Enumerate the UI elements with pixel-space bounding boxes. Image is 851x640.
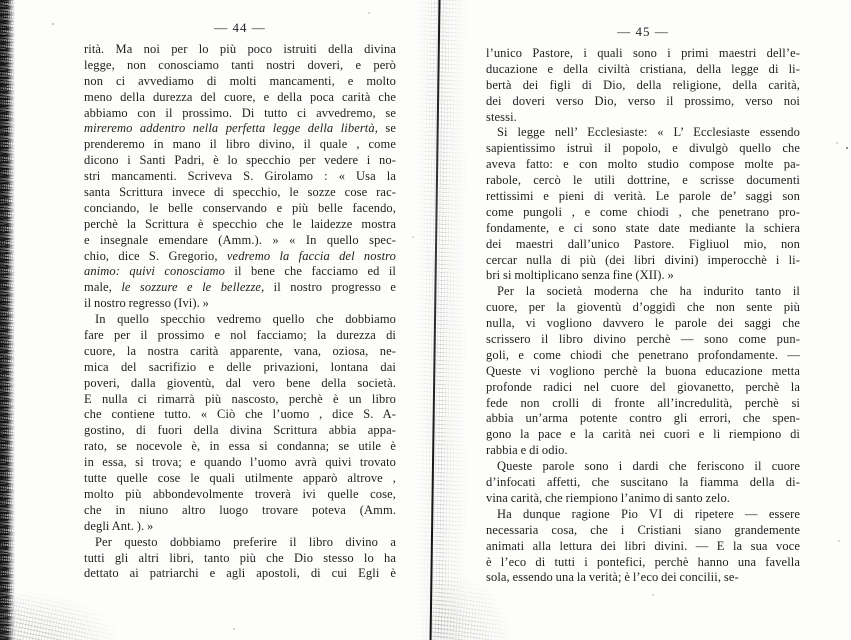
text-line <box>486 539 800 555</box>
text-line <box>84 90 396 106</box>
body-text: ducazione e della civiltà cristiana, della legge di li- <box>486 61 800 76</box>
page-number-right: — 45 — <box>617 24 669 39</box>
text-line <box>486 570 800 586</box>
body-text: abbiamo con il prossimo. Di tutto ci avvedremo, se <box>84 105 396 120</box>
body-text: vina carità, che riempiono l’animo di santo zelo. <box>486 490 731 505</box>
text-line <box>486 141 800 157</box>
text-line <box>486 475 800 491</box>
text-line <box>486 427 800 443</box>
text-line <box>84 58 396 74</box>
text-line <box>84 121 396 137</box>
text-line <box>84 519 396 535</box>
body-text: se <box>377 121 396 136</box>
text-column <box>486 46 800 586</box>
body-text: rettissimi e pieni di verità. Le parole de’ saggi son <box>486 189 800 204</box>
page-number-left: — 44 — <box>214 20 266 35</box>
body-text: nulla, vi vogliono davvero le parole dei saggi che <box>486 316 800 331</box>
body-text: molto più abbondevolmente troverà ivi quelle cose, <box>84 486 396 501</box>
text-line <box>486 189 800 205</box>
text-line <box>84 423 396 439</box>
text-line <box>84 455 396 471</box>
text-line <box>486 78 800 94</box>
body-text: bertà dei figli di Dio, della religione, della carità, <box>486 77 800 92</box>
body-text: abbia un’arma potente contro gli errori, che spen- <box>486 411 800 426</box>
scan-noise-bottom-left <box>0 592 115 640</box>
body-text: in essa, si trova; e quando l’uomo avrà quivi trovato <box>84 455 396 470</box>
body-text: il nostro progresso e <box>264 280 396 295</box>
body-text: il bene che facciamo ed il <box>225 264 396 279</box>
body-text: dei doveri verso Dio, verso il prossimo, verso noi <box>486 93 800 108</box>
text-line <box>84 360 396 376</box>
text-line <box>486 62 800 78</box>
body-text: che contiene tutto. « Ciò che l’uomo , dice S. A- <box>84 407 396 422</box>
text-line <box>84 249 396 265</box>
body-text: poveri, dalla gioventù, dal vero bene della società. <box>84 375 396 390</box>
body-text: Per la società moderna che ha indurito tanto il <box>497 284 800 299</box>
body-text: male, <box>84 280 122 295</box>
scan-dust-specks <box>0 0 2 2</box>
body-text: mica del sacrifizio e delle privazioni, lontana dai <box>84 359 396 374</box>
text-line <box>84 106 396 122</box>
body-text: meno della durezza del cuore, e della poca carità che <box>84 89 396 104</box>
body-text: degli Ant. ). » <box>84 518 154 533</box>
text-line <box>486 523 800 539</box>
text-line <box>84 312 396 328</box>
text-line <box>486 173 800 189</box>
italic-text: le sozzure e le bellezze, <box>121 280 265 295</box>
page-44 <box>84 20 396 582</box>
text-line <box>486 205 800 221</box>
body-text: è l’eco di tutti i pontefici, perchè hanno una favella <box>486 554 800 569</box>
body-text: che in niuno altro luogo trovare poteva (Amm. <box>84 502 396 517</box>
body-text: dicono i Santi Padri, è lo specchio per vedere i no- <box>84 153 396 168</box>
italic-text: mireremo addentro nella perfetta legge della libertà, <box>84 121 378 136</box>
body-text: perchè la Scrittura è specchio che le laidezze mostra <box>84 216 396 231</box>
italic-text: vedremo la faccia del nostro <box>226 248 397 263</box>
text-line <box>84 264 396 280</box>
body-text: cuore, la nostra carità apparente, vana, oziosa, ne- <box>84 343 396 358</box>
text-line <box>486 253 800 269</box>
body-text: il nostro regresso (Ivi). » <box>84 296 210 311</box>
body-text: gono la pace e la carità nei cuori e li riempiono di <box>486 427 800 442</box>
body-text: rabbia e di odio. <box>486 443 568 458</box>
text-line <box>84 137 396 153</box>
scan-edge-artifact <box>0 0 15 640</box>
text-line <box>84 551 396 567</box>
text-line <box>486 316 800 332</box>
body-text: gostino, di fuori della divina Scrittura abbia appa- <box>84 423 396 438</box>
text-line <box>486 284 800 300</box>
text-line <box>486 348 800 364</box>
body-text: profonde radici nel cuore del giovanetto, perchè la <box>486 379 800 394</box>
text-line <box>84 566 396 582</box>
text-line <box>84 42 396 58</box>
body-text: Ha dunque ragione Pio VI di ripetere — essere <box>497 506 800 521</box>
text-line <box>84 74 396 90</box>
body-text: non ci avvediamo di molti mancamenti, e molto <box>84 73 396 88</box>
text-line <box>486 46 800 62</box>
body-text: goli, e come chiodi che penetrano profondamente. — <box>486 347 800 362</box>
text-line <box>486 157 800 173</box>
text-line <box>84 503 396 519</box>
text-line <box>486 380 800 396</box>
body-text: sapientissimo istruì il popolo, e divulgò quello che <box>486 141 800 156</box>
body-text: Si legge nell’ Ecclesiaste: « L’ Ecclesiaste essendo <box>497 125 800 140</box>
text-line <box>486 221 800 237</box>
text-line <box>486 459 800 475</box>
body-text: come pungoli , e come chiodi , che penetrano pro- <box>486 204 800 219</box>
body-text: necessaria cosa, che i Cristiani siano grandemente <box>486 522 800 537</box>
text-line <box>84 392 396 408</box>
text-column <box>84 42 396 582</box>
body-text: e insegnale emendare (Amm.). » « In quello spec- <box>84 232 396 247</box>
text-line <box>486 396 800 412</box>
body-text: cercar nulla di più (dei libri divini) imperocchè i li- <box>486 252 800 267</box>
text-line <box>84 217 396 233</box>
body-text: conciando, le belle conservando e più belle facendo, <box>84 200 396 215</box>
body-text: stessi. <box>486 109 517 124</box>
text-line <box>486 555 800 571</box>
text-line <box>84 344 396 360</box>
body-text: legge, non conosciamo tanti nostri doveri, e però <box>84 57 396 72</box>
body-text: prenderemo in mano il libro divino, il quale , come <box>84 137 396 152</box>
text-line <box>486 237 800 253</box>
text-line <box>84 201 396 217</box>
scan-noise-gutter-bottom <box>430 578 510 640</box>
body-text: Queste parole sono i dardi che feriscono il cuore <box>497 459 800 474</box>
text-line <box>486 110 800 126</box>
body-text: aveva fatto: e con molto studio compose molte pa- <box>486 157 800 172</box>
body-text: cuore, per la gioventù d’oggidì che non sente più <box>486 300 800 315</box>
text-line <box>486 125 800 141</box>
text-line <box>84 535 396 551</box>
body-text: E nulla ci rimarrà più nascosto, perchè è un libro <box>84 391 396 406</box>
text-line <box>84 153 396 169</box>
text-line <box>84 407 396 423</box>
body-text: fondamente, e ci sono state date mediante la schiera <box>486 220 800 235</box>
body-text: rato, se nocevole è, in essa si condanna; se utile è <box>84 439 396 454</box>
body-text: chio, dice S. Gregorio, <box>84 248 227 263</box>
text-line <box>486 268 800 284</box>
body-text: rità. Ma noi per lo più poco istruiti della divina <box>84 42 396 56</box>
text-line <box>486 491 800 507</box>
body-text: tutti gli altri libri, tanto più che Dio stesso lo ha <box>84 550 396 565</box>
body-text: rabole, cercò le utili dottrine, e scrisse documenti <box>486 173 800 188</box>
body-text: fede non crolli di fronte all’incredulità, perchè si <box>486 395 800 410</box>
body-text: l’unico Pastore, i quali sono i primi maestri dell’e- <box>486 46 800 60</box>
text-line <box>84 376 396 392</box>
text-line <box>486 332 800 348</box>
body-text: tutte quelle cose le quali utilmente apparò altrove , <box>84 471 396 486</box>
text-line <box>486 300 800 316</box>
text-line <box>84 439 396 455</box>
text-line <box>84 328 396 344</box>
body-text: stri mancamenti. Scriveva S. Girolamo : « Usa la <box>84 169 396 184</box>
text-line <box>486 94 800 110</box>
text-line <box>486 443 800 459</box>
text-line <box>84 487 396 503</box>
body-text: scrissero il libro divino perchè — sono come pun- <box>486 332 800 347</box>
text-line <box>486 411 800 427</box>
page-45 <box>486 24 800 586</box>
body-text: Queste vi vogliono perchè la buona educazione metta <box>486 363 800 378</box>
body-text: fare per il prossimo e nol facciamo; la durezza di <box>84 328 396 343</box>
text-line <box>84 280 396 296</box>
text-line <box>84 185 396 201</box>
body-text: dettato ai patriarchi e agli apostoli, di cui Egli è <box>84 566 396 581</box>
text-line <box>84 296 396 312</box>
body-text: Per questo dobbiamo preferire il libro divino a <box>95 534 396 549</box>
body-text: In quello specchio vedremo quello che dobbiamo <box>95 312 396 327</box>
italic-text: animo: quivi conosciamo <box>84 264 226 279</box>
body-text: sola, essendo una la verità; è l’eco dei concilii, se- <box>486 570 739 585</box>
text-line <box>486 364 800 380</box>
body-text: animati alla lettura dei libri divini. — E la sua voce <box>486 538 800 553</box>
body-text: santa Scrittura invece di specchio, le sozze cose rac- <box>84 185 396 200</box>
body-text: dei maestri dall’unico Pastore. Figliuol mio, non <box>486 236 800 251</box>
text-line <box>84 233 396 249</box>
gutter-shadow <box>416 0 468 640</box>
body-text: bri si moltiplicano senza fine (XII). » <box>486 268 674 283</box>
body-text: d’infocati affetti, che suscitano la fiamma della di- <box>486 475 800 490</box>
text-line <box>486 507 800 523</box>
text-line <box>84 169 396 185</box>
text-line <box>84 471 396 487</box>
